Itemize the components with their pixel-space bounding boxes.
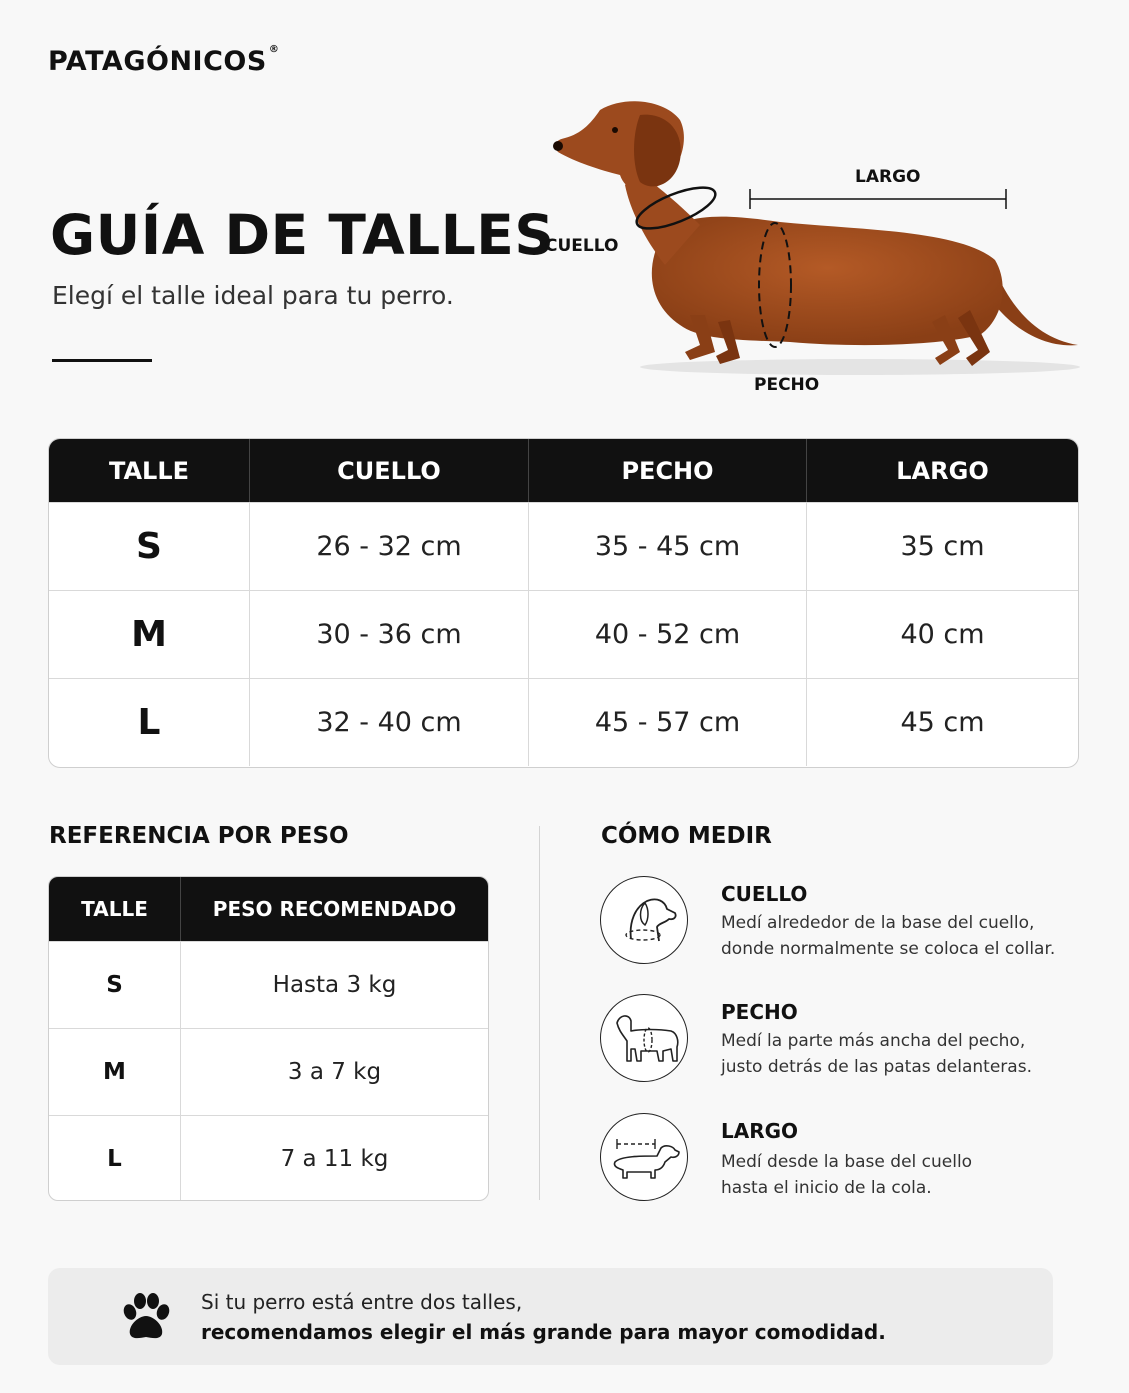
- diagram-label-cuello: CUELLO: [545, 236, 619, 256]
- table-row: [49, 941, 488, 1028]
- header-cuello: CUELLO: [249, 439, 528, 502]
- pecho-value: 45 - 57 cm: [528, 679, 806, 766]
- table-row: [49, 1028, 488, 1115]
- diagram-label-pecho: PECHO: [754, 375, 820, 395]
- measure-description: justo detrás de las patas delanteras.: [721, 1057, 1032, 1077]
- page-subtitle: Elegí el talle ideal para tu perro.: [52, 281, 454, 310]
- size-table-header: [49, 439, 1078, 502]
- table-row: [49, 590, 1078, 678]
- size-label: L: [137, 702, 161, 743]
- weight-value: 3 a 7 kg: [180, 1029, 488, 1115]
- size-label: M: [103, 1059, 126, 1085]
- measurement-diagram: [540, 90, 1100, 410]
- measure-description: hasta el inicio de la cola.: [721, 1178, 932, 1198]
- dog-chest-icon: [600, 994, 688, 1082]
- header-pecho: PECHO: [528, 439, 806, 502]
- measure-title: PECHO: [721, 1000, 798, 1024]
- pecho-value: 40 - 52 cm: [528, 591, 806, 678]
- dachshund-dog-illustration: [540, 90, 1100, 410]
- measure-description: donde normalmente se coloca el collar.: [721, 939, 1056, 959]
- measure-item-largo: [600, 1113, 1100, 1203]
- size-label: S: [136, 526, 162, 567]
- dog-head-neck-icon: [600, 876, 688, 964]
- weight-value: Hasta 3 kg: [180, 942, 488, 1028]
- measure-description: Medí alrededor de la base del cuello,: [721, 913, 1035, 933]
- table-row: [49, 1115, 488, 1201]
- table-row: [49, 502, 1078, 590]
- registered-mark: ®: [268, 44, 280, 55]
- measure-title: CUELLO: [721, 882, 808, 906]
- measure-title: LARGO: [721, 1119, 799, 1143]
- dog-length-icon: [600, 1113, 688, 1201]
- brand-logo: [48, 46, 279, 77]
- weight-reference-title: REFERENCIA POR PESO: [49, 823, 349, 849]
- cuello-value: 32 - 40 cm: [249, 679, 528, 766]
- header-largo: LARGO: [806, 439, 1078, 502]
- weight-value: 7 a 11 kg: [180, 1116, 488, 1201]
- size-label: L: [107, 1146, 122, 1172]
- page-title: GUÍA DE TALLES: [50, 203, 555, 267]
- size-chart-table: [48, 438, 1079, 768]
- table-row: [49, 678, 1078, 766]
- diagram-label-largo: LARGO: [855, 167, 921, 187]
- measure-description: Medí la parte más ancha del pecho,: [721, 1031, 1026, 1051]
- largo-value: 40 cm: [806, 591, 1078, 678]
- measure-description: Medí desde la base del cuello: [721, 1152, 973, 1172]
- size-label: M: [131, 614, 167, 655]
- header-talle: TALLE: [108, 456, 190, 485]
- header-talle: TALLE: [81, 897, 148, 921]
- largo-value: 35 cm: [806, 503, 1078, 590]
- pecho-value: 35 - 45 cm: [528, 503, 806, 590]
- largo-value: 45 cm: [806, 679, 1078, 766]
- paw-icon: [120, 1292, 172, 1342]
- note-line-2: recomendamos elegir el más grande para mayor comodidad.: [201, 1320, 886, 1344]
- cuello-value: 30 - 36 cm: [249, 591, 528, 678]
- header-peso: PESO RECOMENDADO: [180, 877, 488, 941]
- recommendation-note: [48, 1268, 1053, 1365]
- brand-name: PATAGÓNICOS: [48, 46, 267, 77]
- title-divider: [52, 359, 152, 362]
- size-label: S: [106, 972, 123, 998]
- note-line-1: Si tu perro está entre dos talles,: [201, 1290, 523, 1314]
- measure-item-cuello: [600, 876, 1100, 966]
- measure-item-pecho: [600, 994, 1100, 1084]
- section-divider: [539, 826, 540, 1200]
- how-to-measure-title: CÓMO MEDIR: [601, 823, 772, 849]
- cuello-value: 26 - 32 cm: [249, 503, 528, 590]
- weight-table-header: [49, 877, 488, 941]
- weight-reference-table: [48, 876, 489, 1201]
